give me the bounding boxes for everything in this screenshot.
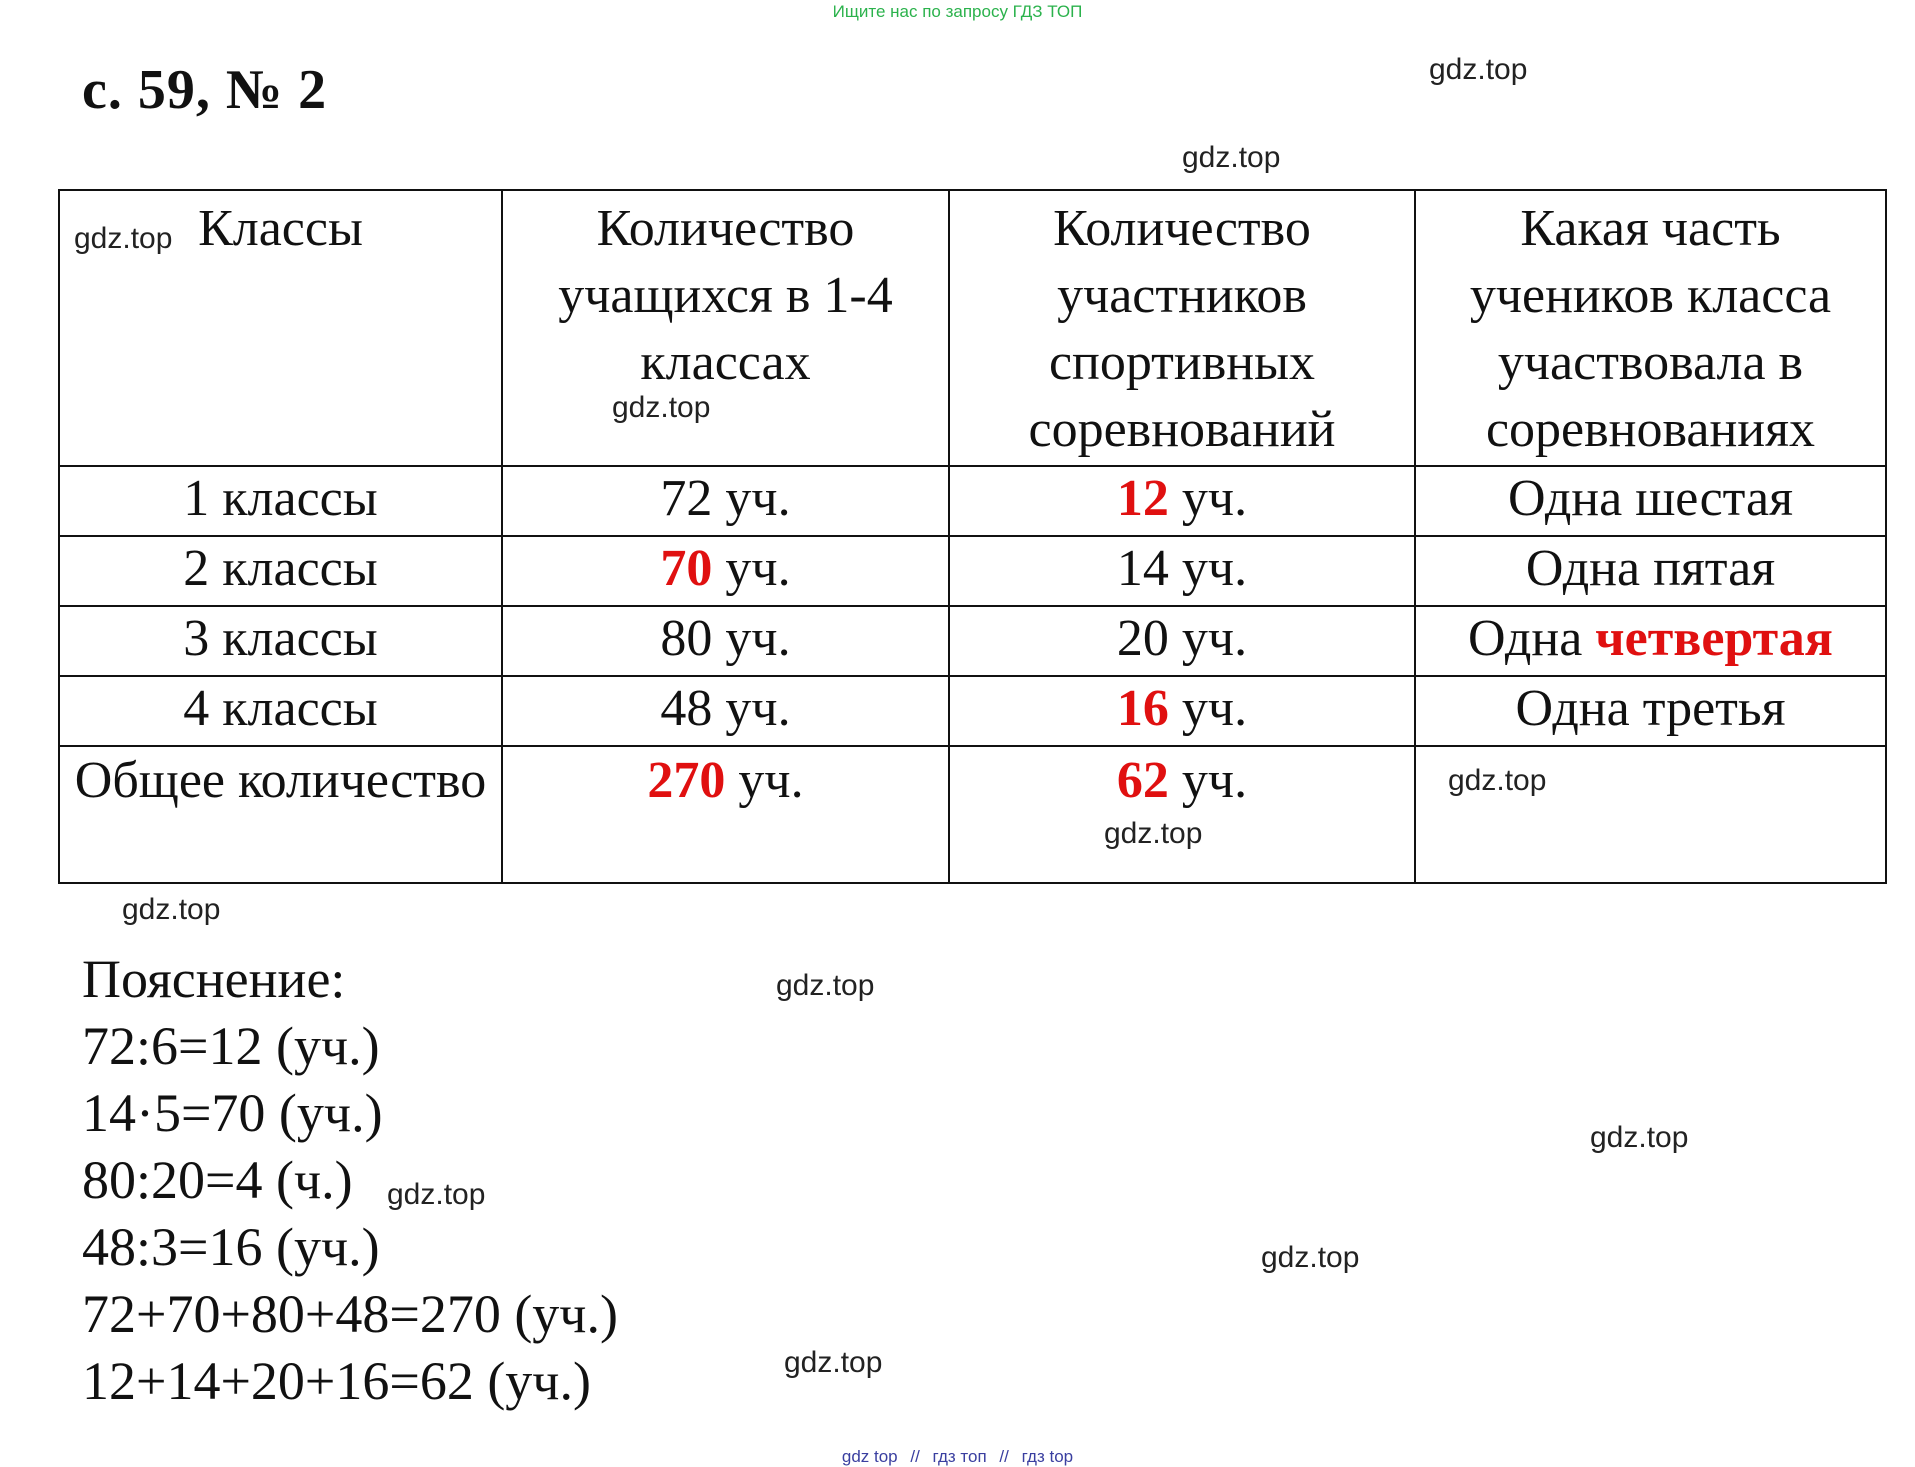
watermark: gdz.top <box>784 1346 883 1379</box>
data-table <box>58 189 1887 884</box>
table-header-row <box>59 190 1886 466</box>
explanation-heading: Пояснение: <box>82 949 346 1009</box>
cell-class: 2 классы <box>59 536 502 606</box>
cell-class: 1 классы <box>59 466 502 536</box>
header-students: Количество учащихся в 1-4 классах <box>502 190 949 466</box>
footer-link[interactable]: гдз top <box>1021 1447 1074 1466</box>
explanation-line: 14·5=70 (уч.) <box>82 1083 383 1143</box>
cell-participants: 12 уч. <box>949 466 1415 536</box>
explanation-line: 72:6=12 (уч.) <box>82 1016 380 1076</box>
watermark: gdz.top <box>122 893 221 926</box>
watermark: gdz.top <box>1104 817 1203 850</box>
footer-separator: // <box>910 1447 920 1466</box>
top-search-link[interactable]: Ищите нас по запросу ГДЗ ТОП <box>832 2 1083 21</box>
cell-participants: 16 уч. <box>949 676 1415 746</box>
watermark: gdz.top <box>776 969 875 1002</box>
cell-part: Одна третья <box>1415 676 1886 746</box>
table-row <box>59 606 1886 676</box>
header-part: Какая часть учеников класса участвовала в соревнованиях <box>1415 190 1886 466</box>
cell-total-students: 270 уч. <box>502 746 949 883</box>
watermark: gdz.top <box>1182 141 1281 174</box>
cell-part: Одна пятая <box>1415 536 1886 606</box>
header-classes: Классы <box>59 190 502 466</box>
explanation-line: 72+70+80+48=270 (уч.) <box>82 1284 618 1344</box>
page-title: с. 59, № 2 <box>82 59 328 121</box>
table-total-row <box>59 746 1886 883</box>
cell-participants: 14 уч. <box>949 536 1415 606</box>
table-row <box>59 536 1886 606</box>
watermark: gdz.top <box>1448 764 1547 797</box>
watermark: gdz.top <box>1261 1241 1360 1274</box>
explanation-line: 12+14+20+16=62 (уч.) <box>82 1351 591 1411</box>
cell-class: 4 классы <box>59 676 502 746</box>
footer-link[interactable]: гдз топ <box>932 1447 987 1466</box>
cell-total-label: Общее количество <box>59 746 502 883</box>
cell-students: 48 уч. <box>502 676 949 746</box>
explanation-block <box>82 946 618 1415</box>
explanation-line: 48:3=16 (уч.) <box>82 1217 380 1277</box>
cell-class: 3 классы <box>59 606 502 676</box>
cell-total-participants: 62 уч. <box>949 746 1415 883</box>
cell-students: 72 уч. <box>502 466 949 536</box>
footer-separator: // <box>999 1447 1009 1466</box>
footer-links <box>0 1447 1915 1467</box>
table-row <box>59 466 1886 536</box>
cell-students: 80 уч. <box>502 606 949 676</box>
watermark: gdz.top <box>612 391 711 424</box>
table-row <box>59 676 1886 746</box>
watermark: gdz.top <box>1429 53 1528 86</box>
watermark: gdz.top <box>387 1178 486 1211</box>
footer-link[interactable]: gdz top <box>841 1447 898 1466</box>
cell-students: 70 уч. <box>502 536 949 606</box>
watermark: gdz.top <box>74 222 173 255</box>
cell-part: Одна четвертая <box>1415 606 1886 676</box>
explanation-line: 80:20=4 (ч.) <box>82 1150 353 1210</box>
watermark: gdz.top <box>1590 1121 1689 1154</box>
header-participants: Количество участников спортивных соревнований <box>949 190 1415 466</box>
cell-part: Одна шестая <box>1415 466 1886 536</box>
cell-participants: 20 уч. <box>949 606 1415 676</box>
